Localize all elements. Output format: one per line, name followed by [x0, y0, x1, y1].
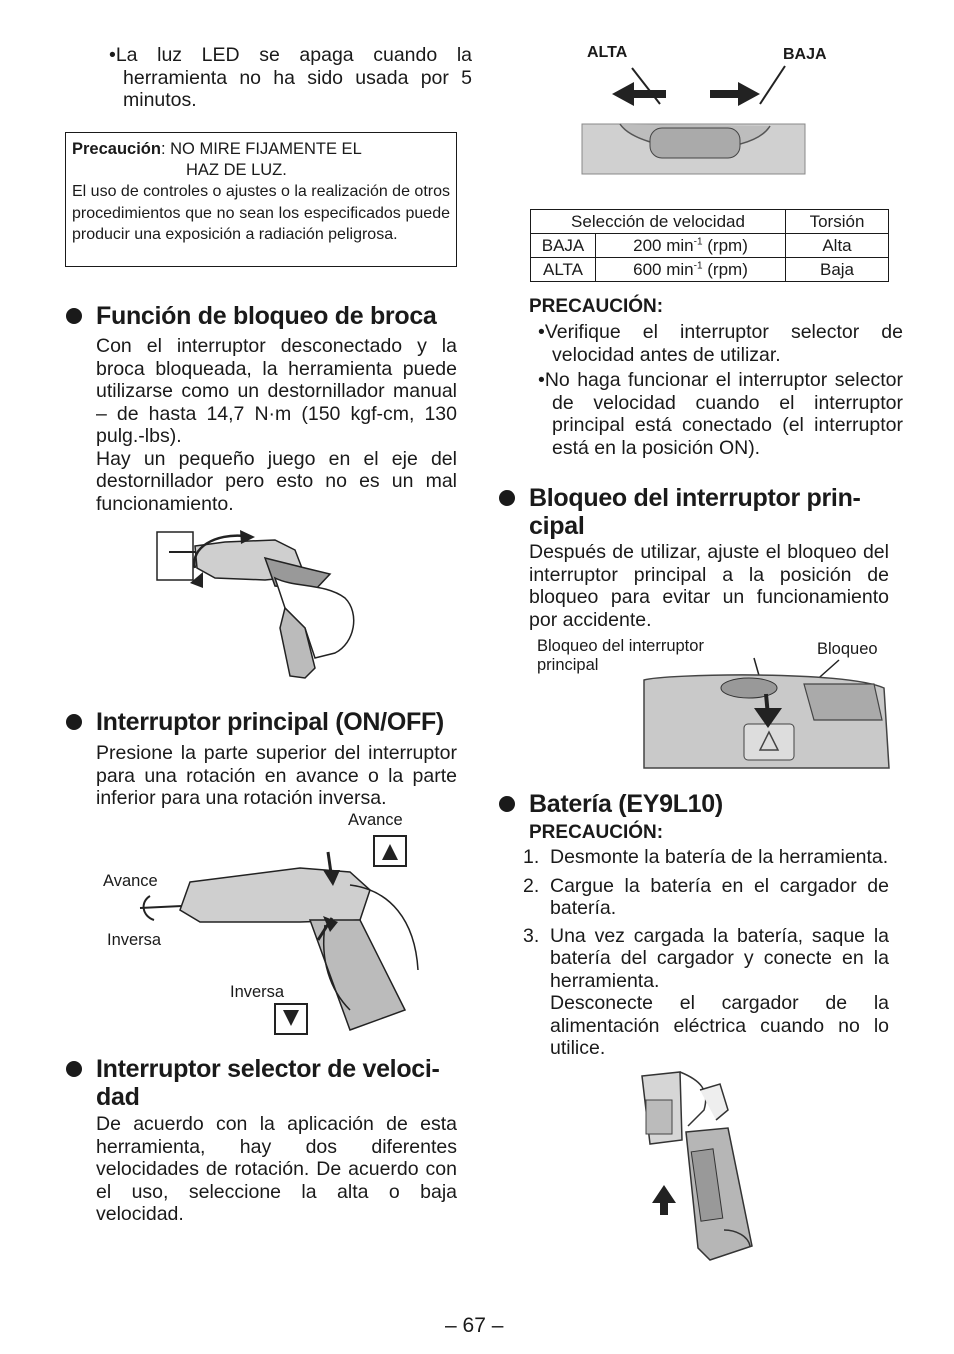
fig-label-inversa-left: Inversa	[107, 931, 162, 949]
bullet-dot	[66, 1061, 82, 1077]
list-item: 2. Cargue la batería en el cargador de batería.	[523, 874, 889, 919]
fig-label-lock-switch: Bloqueo del interruptor principal	[537, 637, 704, 674]
bullet-marker: •	[538, 321, 545, 343]
main-switch-heading	[66, 708, 466, 736]
battery-heading	[499, 790, 899, 818]
bullet-dot	[499, 796, 515, 812]
caution-title-2: HAZ DE LUZ.	[186, 161, 287, 179]
table-cell-mode: BAJA	[531, 234, 596, 258]
table-header-row	[531, 210, 889, 234]
fig-label-alta: ALTA	[587, 44, 628, 61]
bullet-dot	[66, 714, 82, 730]
speed-selector-heading	[66, 1055, 466, 1111]
bullet-marker: •	[109, 44, 116, 66]
led-note	[109, 44, 472, 112]
speed-table	[530, 209, 889, 282]
drill-lock-title: Función de bloqueo de broca	[96, 302, 437, 330]
drill-lock-illustration	[155, 528, 415, 688]
table-cell-torque: Alta	[786, 234, 889, 258]
table-cell-rpm: 600 $\min^{-1} (rpm)$	[596, 258, 786, 282]
switch-lock-p1: Después de utilizar, ajuste el bloqueo del interruptor principal a la posición de bloqueo para evitar un funcionamiento por accidente.	[529, 541, 889, 631]
list-item: 1. Desmonte la batería de la herramienta.	[523, 846, 889, 868]
precaution-1-title: PRECAUCIÓN:	[529, 296, 664, 317]
speed-selector-text	[96, 1113, 457, 1226]
caution-text: El uso de controles o ajustes o la realización de otros procedimientos que no sean los especificados puede producir una exposición a radiación peligrosa.	[72, 183, 450, 243]
switch-lock-text	[529, 541, 889, 631]
battery-note: Desconecte el cargador de la alimentación eléctrica cuando no lo utilice.	[550, 992, 889, 1059]
list-item: 3. Una vez cargada la batería, saque la batería del cargador y conecte en la herramienta.	[523, 924, 889, 992]
battery-list	[523, 846, 889, 1060]
main-switch-illustration	[120, 830, 420, 1040]
precaution-1-bullet-1: •Verifique el interruptor selector de velocidad antes de utilizar.	[538, 321, 903, 366]
caution-label: Precaución	[72, 140, 161, 158]
fig-label-inversa-bottom: Inversa	[230, 983, 285, 1001]
bullet-marker: •	[538, 369, 545, 391]
table-header-torque: Torsión	[786, 210, 889, 234]
table-row	[531, 258, 889, 282]
table-row	[531, 234, 889, 258]
table-cell-torque: Baja	[786, 258, 889, 282]
drill-lock-p1: Con el interruptor desconectado y la broca bloqueada, la herramienta puede utilizarse como un destornillador manual – de hasta 14,7 N·m (150 kgf-cm, 130 pulg.-lbs).	[96, 335, 457, 447]
precaution-1-bullet-2: •No haga funcionar el interruptor selector de velocidad cuando el interruptor principal está conectado (el interruptor está en la posición ON).	[538, 369, 903, 459]
speed-selector-p1: De acuerdo con la aplicación de esta herramienta, hay dos diferentes velocidades de rotación. De acuerdo con el uso, seleccione la alta o baja velocidad.	[96, 1113, 457, 1225]
switch-lock-title-1: Bloqueo del interruptor prin-	[529, 484, 861, 512]
battery-precaution-title: PRECAUCIÓN:	[529, 822, 664, 843]
battery-title: Batería (EY9L10)	[529, 790, 723, 818]
main-switch-text	[96, 742, 457, 810]
switch-lock-title-2: cipal	[529, 512, 585, 540]
table-cell-mode: ALTA	[531, 258, 596, 282]
switch-lock-illustration	[644, 660, 889, 768]
switch-lock-heading	[499, 484, 899, 540]
caution-title-1: : NO MIRE FIJAMENTE EL	[160, 140, 362, 158]
table-cell-rpm: 200 $\min^{-1} (rpm)$	[596, 234, 786, 258]
bullet-dot	[499, 490, 515, 506]
main-switch-title: Interruptor principal (ON/OFF)	[96, 708, 444, 736]
speed-selector-title-2: dad	[96, 1083, 140, 1111]
fig-label-avance-left: Avance	[103, 872, 158, 890]
page-number: – 67 –	[445, 1314, 504, 1337]
caution-box	[65, 132, 457, 267]
main-switch-p1: Presione la parte superior del interruptor para una rotación en avance o la parte inferior para una rotación inversa.	[96, 742, 457, 809]
drill-lock-text	[96, 335, 457, 515]
drill-lock-heading	[66, 302, 466, 330]
speed-selector-title-1: Interruptor selector de veloci-	[96, 1055, 440, 1083]
led-note-text: La luz LED se apaga cuando la herramienta no ha sido usada por 5 minutos.	[115, 44, 472, 111]
table-header-speed: Selección de velocidad	[531, 210, 786, 234]
fig-label-baja: BAJA	[783, 46, 827, 63]
bullet-dot	[66, 308, 82, 324]
fig-label-lock: Bloqueo	[817, 640, 878, 658]
fig-label-avance-top: Avance	[348, 811, 403, 829]
battery-illustration	[640, 1070, 780, 1266]
speed-selector-illustration	[580, 64, 810, 178]
drill-lock-p2: Hay un pequeño juego en el eje del destornillador pero esto no es un mal funcionamiento.	[96, 447, 457, 515]
